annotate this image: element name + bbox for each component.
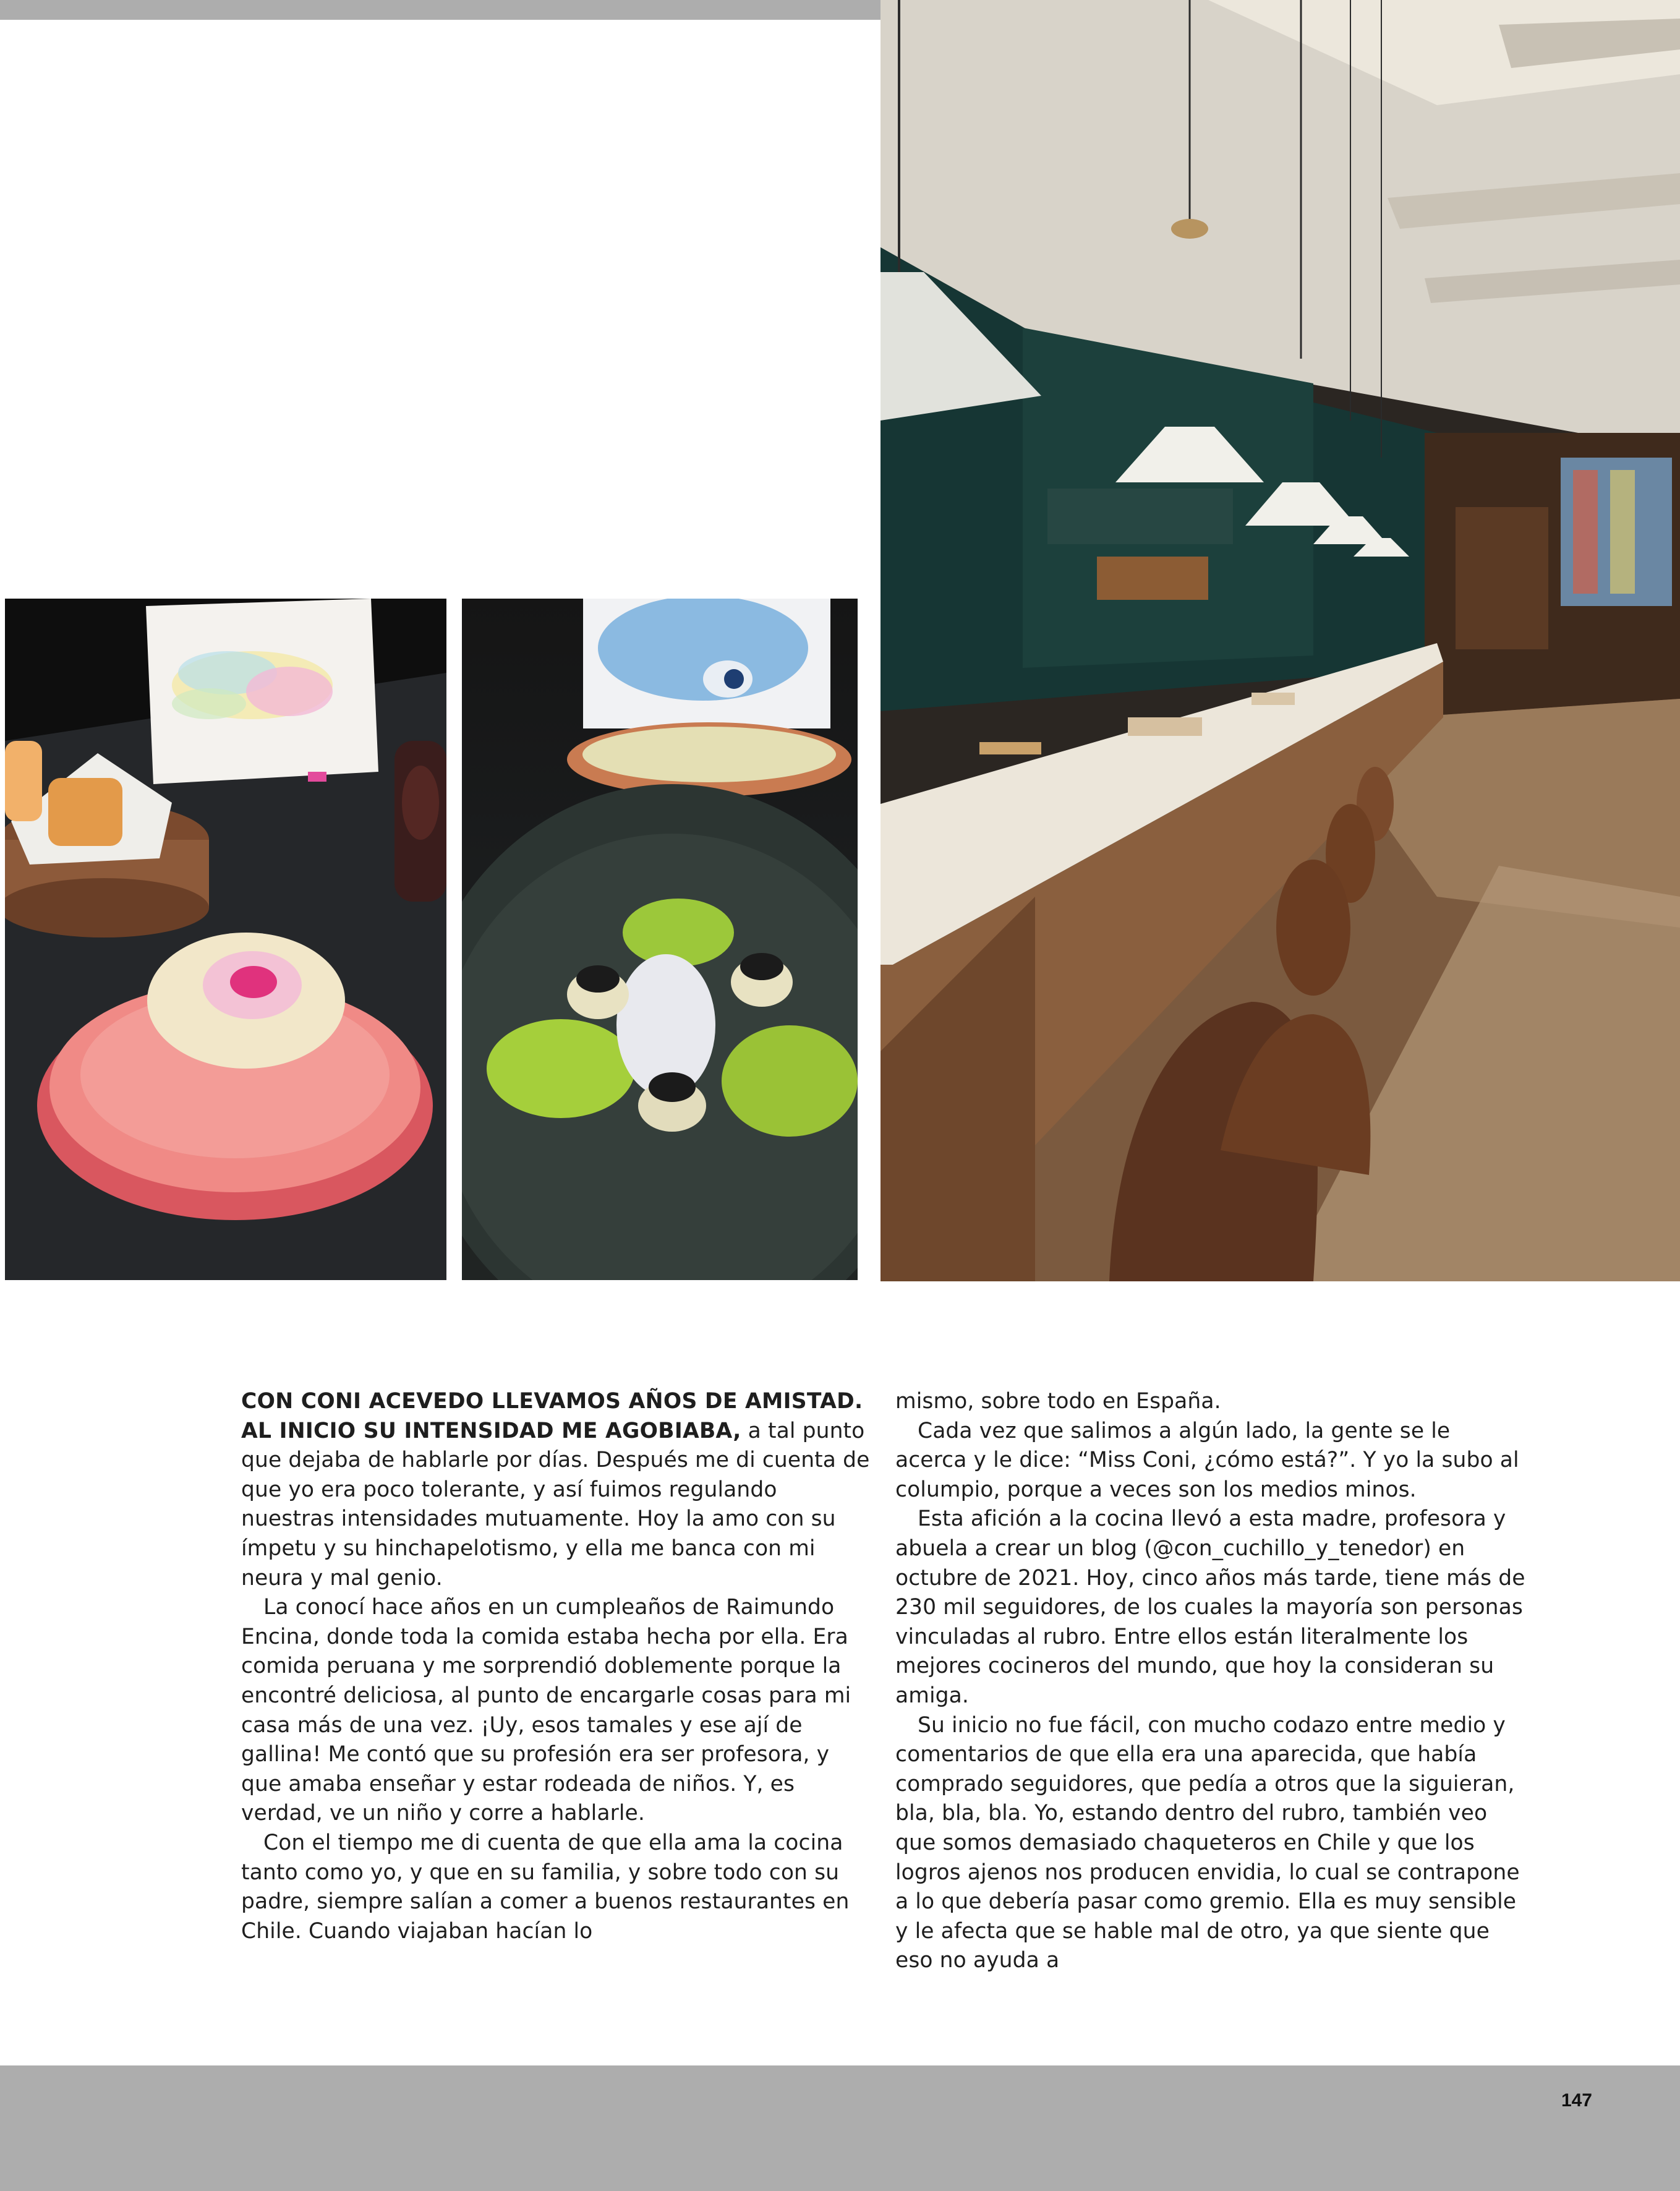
green-dish-photo xyxy=(462,599,858,1280)
article-paragraph-4: Cada vez que salimos a algún lado, la gente se le acerca y le dice: “Miss Coni, ¿cómo está?”. Y yo la subo al columpio, porque a veces son los medios minos. xyxy=(895,1418,1519,1502)
article-paragraph-1 xyxy=(241,1387,872,1593)
article-column-left xyxy=(241,1387,872,1946)
article-paragraph-6: Su inicio no fue fácil, con mucho codazo entre medio y comentarios de que ella era una aparecida, que había comprado seguidores, que pedía a otros que la siguieran, bla, bla, bla. Yo, estando dentro del rubro, también veo que somos demasiado chaqueteros en Chile y que los logros ajenos nos producen envidia, lo cual se contrapone a lo que debería pasar como gremio. Ella es muy sensible y le afecta que se hable mal de otro, ya que siente que eso no ayuda a xyxy=(895,1712,1520,1973)
article-lead: CON CONI ACEVEDO LLEVAMOS AÑOS DE AMISTAD. AL INICIO SU INTENSIDAD ME AGOBIABA, xyxy=(241,1389,863,1443)
article-paragraph-3: Con el tiempo me di cuenta de que ella ama la cocina tanto como yo, y que en su familia, y sobre todo con su padre, siempre salían a comer a buenos restaurantes en Chile. Cuando viajaban hacían lo xyxy=(241,1830,850,1944)
pink-plate-photo xyxy=(5,599,446,1280)
article-paragraph-2: La conocí hace años en un cumpleaños de Raimundo Encina, donde toda la comida estaba hecha por ella. Era comida peruana y me sorprendió doblemente porque la encontré deliciosa, al punto de encargarle cosas para mi casa más de una vez. ¡Uy, esos tamales y ese ají de gallina! Me contó que su profesión era ser profesora, y que amaba enseñar y estar rodeada de niños. Y, es verdad, ve un niño y corre a hablarle. xyxy=(241,1595,851,1826)
article-paragraph-1-text: a tal punto que dejaba de hablarle por días. Después me di cuenta de que yo era poco tolerante, y así fuimos regulando nuestras intensidades mutuamente. Hoy la amo con su ímpetu y su hinchapelotismo, y ella me banca con mi neura y mal genio. xyxy=(241,1418,870,1591)
bottom-bar xyxy=(0,2065,1680,2191)
restaurant-bar-photo xyxy=(881,0,1680,1281)
article-column-right xyxy=(895,1387,1526,1976)
article-paragraph-3-continued: mismo, sobre todo en España. xyxy=(895,1389,1221,1414)
page-number: 147 xyxy=(1561,2090,1592,2111)
article-paragraph-5: Esta afición a la cocina llevó a esta madre, profesora y abuela a crear un blog (@con_cuchillo_y_tenedor) en octubre de 2021. Hoy, cinco años más tarde, tiene más de 230 mil seguidores, de los cuales la mayoría son personas vinculadas al rubro. Entre ellos están literalmente los mejores cocineros del mundo, que hoy la consideran su amiga. xyxy=(895,1506,1525,1708)
